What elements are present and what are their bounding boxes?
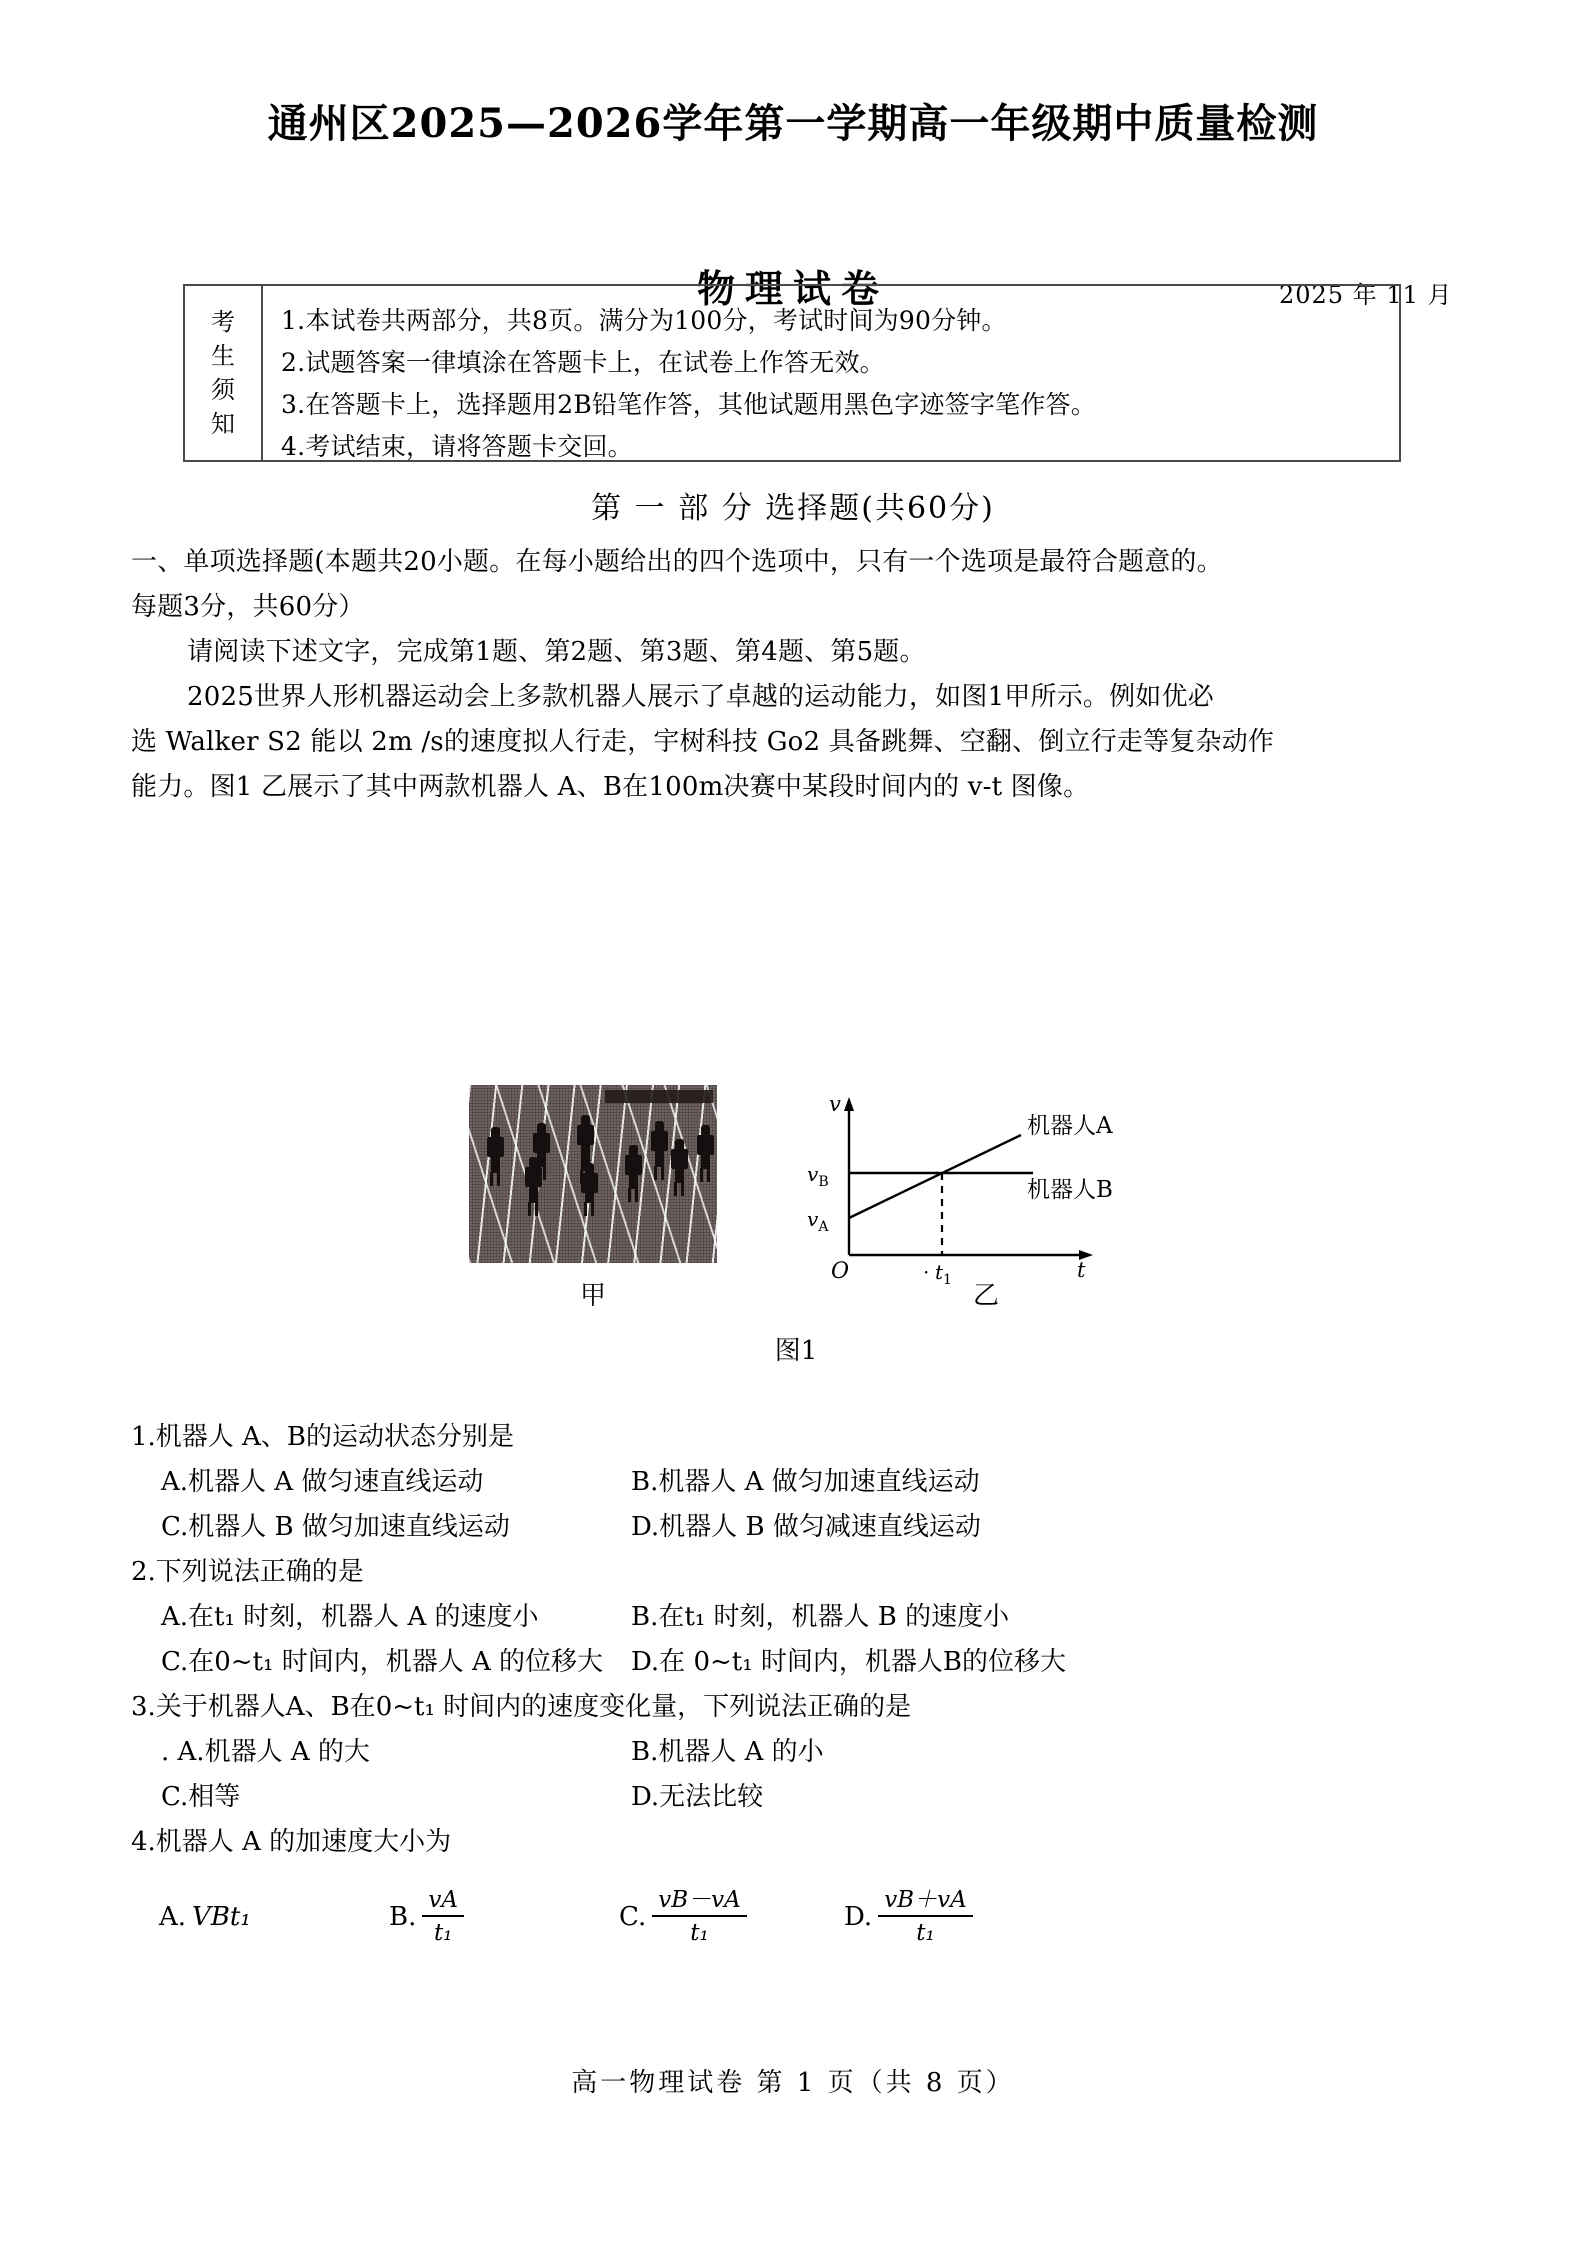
- fraction-denominator: t₁: [690, 1920, 709, 1947]
- option-d-label: D.: [844, 1901, 873, 1932]
- notice-label-char: 须: [211, 376, 235, 404]
- candidate-notice-box: [183, 284, 1401, 462]
- photo-caption: 甲: [579, 1281, 606, 1311]
- robot-race-photo: [469, 1085, 717, 1263]
- svg-text:vB: $v_B$: [807, 1162, 829, 1190]
- passage-line-2: 选 Walker S2 能以 2m /s的速度拟人行走，宇树科技 Go2 具备跳舞、空翻、倒立行走等复杂动作: [131, 727, 1275, 757]
- notice-body: [263, 286, 1399, 460]
- option-d[interactable]: [844, 1887, 1069, 1947]
- option-c[interactable]: C.机器人 B 做匀加速直线运动: [161, 1512, 510, 1542]
- option-a[interactable]: [131, 1902, 389, 1932]
- read-instruction: 请阅读下述文字，完成第1题、第2题、第3题、第4题、第5题。: [187, 637, 926, 667]
- fraction-denominator: t₁: [916, 1920, 935, 1947]
- option-c[interactable]: C.在0~t₁ 时间内，机器人 A 的位移大: [161, 1647, 604, 1677]
- svg-text:·: ·: [923, 1260, 930, 1284]
- option-d[interactable]: D.机器人 B 做匀减速直线运动: [631, 1512, 981, 1542]
- page-title: 通州区2025—2026学年第一学期高一年级期中质量检测: [267, 100, 1319, 147]
- fraction-numerator: vA: [422, 1887, 464, 1917]
- svg-text:O: O: [831, 1259, 850, 1284]
- notice-label-char: 知: [211, 410, 235, 439]
- notice-line: 2.试题答案一律填涂在答题卡上，在试卷上作答无效。: [281, 348, 885, 377]
- passage-block: [131, 540, 1461, 810]
- question-options-row: [131, 1505, 1461, 1550]
- passage-line-1: 2025世界人形机器运动会上多款机器人展示了卓越的运动能力，如图1甲所示。例如优必: [187, 682, 1214, 712]
- question-options-row: [131, 1730, 1461, 1775]
- notice-line: 4.考试结束，请将答题卡交回。: [281, 432, 633, 461]
- photo-banner: [605, 1090, 713, 1103]
- question-options-row: [131, 1640, 1461, 1685]
- question-options-row: [131, 1460, 1461, 1505]
- section-intro-line1: 一、单项选择题(本题共20小题。在每小题给出的四个选项中，只有一个选项是最符合题意的。: [131, 547, 1223, 577]
- notice-label-column: [185, 286, 263, 460]
- option-a[interactable]: A.在t₁ 时刻，机器人 A 的速度小: [161, 1602, 539, 1632]
- question-3: [131, 1685, 1461, 1820]
- option-d-fraction: [878, 1887, 973, 1947]
- option-b[interactable]: [389, 1887, 619, 1947]
- legend-robot-b: 机器人B: [1027, 1177, 1113, 1203]
- question-2: [131, 1550, 1461, 1685]
- page-footer: 高一物理试卷 第 1 页（共 8 页）: [571, 2068, 1015, 2098]
- svg-text:t: t: [1077, 1258, 1086, 1282]
- option-d[interactable]: D.在 0~t₁ 时间内，机器人B的位移大: [631, 1647, 1067, 1677]
- option-a-expression: VBt₁: [192, 1901, 251, 1932]
- question-stem: 1.机器人 A、B的运动状态分别是: [131, 1422, 514, 1452]
- fraction-denominator: t₁: [433, 1920, 453, 1947]
- option-c[interactable]: [619, 1887, 844, 1947]
- notice-line: 1.本试卷共两部分，共8页。满分为100分，考试时间为90分钟。: [281, 306, 1007, 335]
- option-a[interactable]: . A.机器人 A 的大: [161, 1737, 370, 1767]
- question-stem: 2.下列说法正确的是: [131, 1557, 364, 1587]
- figure-1: [131, 1085, 1461, 1395]
- option-a[interactable]: A.机器人 A 做匀速直线运动: [161, 1467, 484, 1497]
- option-b[interactable]: B.机器人 A 做匀加速直线运动: [631, 1467, 980, 1497]
- fraction-numerator: vB＋vA: [878, 1887, 973, 1917]
- question-options-row: [131, 1887, 1461, 1947]
- svg-text:t1: $t_1$: [935, 1260, 952, 1285]
- option-b-label: B.: [389, 1901, 417, 1932]
- option-b[interactable]: B.机器人 A 的小: [631, 1737, 824, 1767]
- question-stem: 3.关于机器人A、B在0~t₁ 时间内的速度变化量，下列说法正确的是: [131, 1692, 912, 1722]
- graph-caption: 乙: [972, 1281, 999, 1311]
- question-list: [131, 1415, 1461, 1947]
- legend-robot-a: 机器人A: [1027, 1113, 1113, 1139]
- vt-graph-svg: [771, 1085, 1201, 1285]
- question-stem: 4.机器人 A 的加速度大小为: [131, 1827, 452, 1857]
- svg-text:vA: $v_A$: [807, 1207, 829, 1235]
- section-intro-line2: 每题3分，共60分）: [131, 592, 365, 622]
- question-options-row: [131, 1775, 1461, 1820]
- question-1: [131, 1415, 1461, 1550]
- option-a-label: A.: [159, 1901, 187, 1932]
- notice-label-char: 生: [211, 341, 235, 370]
- page-subtitle: 物理试卷: [696, 266, 889, 311]
- vt-graph: [771, 1085, 1201, 1285]
- notice-line: 3.在答题卡上，选择题用2B铅笔作答，其他试题用黑色字迹签字笔作答。: [281, 390, 1096, 419]
- passage-line-3: 能力。图1 乙展示了其中两款机器人 A、B在100m决赛中某段时间内的 v-t 图像。: [131, 772, 1090, 802]
- figure-caption: 图1: [774, 1336, 818, 1366]
- option-b-fraction: [422, 1887, 464, 1947]
- notice-label-char: 考: [211, 307, 235, 336]
- question-4: [131, 1820, 1461, 1947]
- svg-text:v: v: [829, 1092, 841, 1116]
- fraction-numerator: vB－vA: [652, 1887, 747, 1917]
- question-options-row: [131, 1595, 1461, 1640]
- option-c[interactable]: C.相等: [161, 1782, 241, 1812]
- option-b[interactable]: B.在t₁ 时刻，机器人 B 的速度小: [631, 1602, 1010, 1632]
- option-c-fraction: [652, 1887, 747, 1947]
- part-one-title: 第 一 部 分 选择题(共60分): [591, 491, 995, 526]
- option-c-label: C.: [619, 1901, 647, 1932]
- option-d[interactable]: D.无法比较: [631, 1782, 764, 1812]
- exam-date: 2025 年 11 月: [1279, 281, 1453, 309]
